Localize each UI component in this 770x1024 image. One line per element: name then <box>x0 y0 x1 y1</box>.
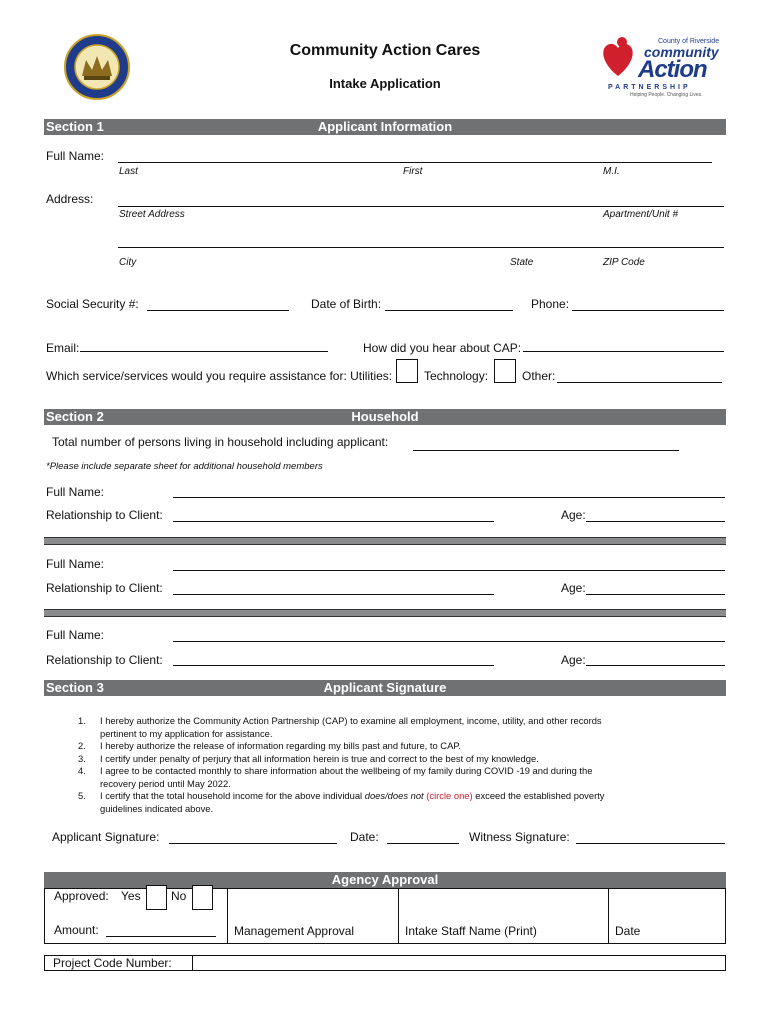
member3-rel-label: Relationship to Client: <box>46 653 163 667</box>
item-number: 4. <box>78 765 86 776</box>
street-field[interactable] <box>118 206 724 207</box>
member1-rel-label: Relationship to Client: <box>46 508 163 522</box>
approved-label: Approved: <box>54 889 109 903</box>
section2-header <box>44 409 726 425</box>
apt-caption: Apartment/Unit # <box>603 209 679 220</box>
full-name-field[interactable] <box>118 162 712 163</box>
member1-rel-field[interactable] <box>173 521 494 522</box>
item-line: guidelines indicated above. <box>100 802 214 814</box>
phone-field[interactable] <box>572 310 724 311</box>
date-field[interactable] <box>387 843 459 844</box>
item5-emphasis: does/does not <box>364 790 424 801</box>
item-line: I agree to be contacted monthly to share information about the wellbeing of my family during COVID -19 and during the <box>100 765 593 776</box>
last-caption: Last <box>119 166 138 177</box>
logo-line5: Helping People. Changing Lives. <box>630 92 703 98</box>
item5-pre: I certify that the total household income for the above individual <box>100 790 365 801</box>
member2-rel-label: Relationship to Client: <box>46 581 163 595</box>
logo-line1: County of Riverside <box>658 38 720 45</box>
first-caption: First <box>403 166 423 177</box>
item-number: 5. <box>78 790 86 801</box>
item5-circle-one: (circle one) <box>426 790 473 801</box>
page-title: Community Action Cares <box>289 42 481 59</box>
item-line: recovery period until May 2022. <box>100 777 231 789</box>
dob-label: Date of Birth: <box>311 297 382 311</box>
member1-age-label: Age: <box>561 508 586 522</box>
phone-label: Phone: <box>531 297 570 311</box>
hear-field[interactable] <box>523 351 724 352</box>
item-number: 3. <box>78 752 86 764</box>
member3-age-label: Age: <box>561 653 586 667</box>
section3-header <box>44 680 726 696</box>
list-item <box>60 790 660 815</box>
member2-name-label: Full Name: <box>46 557 105 571</box>
section3-label: Section 3 <box>46 680 104 695</box>
technology-label: Technology: <box>424 369 489 383</box>
section3-title: Applicant Signature <box>323 680 447 695</box>
member3-age-field[interactable] <box>586 665 725 666</box>
section1-header <box>44 119 726 135</box>
household-total-field[interactable] <box>413 450 679 451</box>
ssn-label: Social Security #: <box>46 297 139 311</box>
project-code-field[interactable] <box>192 955 726 971</box>
item-line: I certify under penalty of perjury that all information herein is true and correct to the best of my knowledge. <box>100 752 539 764</box>
witness-signature-field[interactable] <box>576 843 725 844</box>
item-number: 1. <box>78 715 86 726</box>
section1-title: Applicant Information <box>317 119 453 134</box>
address-label: Address: <box>46 192 94 206</box>
yes-checkbox[interactable] <box>146 885 167 910</box>
dob-field[interactable] <box>385 310 513 311</box>
member1-name-field[interactable] <box>173 497 725 498</box>
member2-age-field[interactable] <box>586 594 725 595</box>
section1-label: Section 1 <box>46 119 104 134</box>
applicant-signature-field[interactable] <box>169 843 337 844</box>
logo-line2: community <box>644 44 719 60</box>
intake-staff-label: Intake Staff Name (Print) <box>405 924 537 938</box>
member1-age-field[interactable] <box>586 521 725 522</box>
street-caption: Street Address <box>119 209 185 220</box>
witness-signature-label: Witness Signature: <box>469 830 570 844</box>
member2-rel-field[interactable] <box>173 594 494 595</box>
list-item <box>60 715 660 740</box>
member-divider <box>44 537 726 545</box>
item-line: pertinent to my application for assistance. <box>100 727 273 739</box>
agency-date-label: Date <box>615 924 641 938</box>
mi-caption: M.I. <box>603 166 620 177</box>
other-label: Other: <box>522 369 556 383</box>
member3-name-label: Full Name: <box>46 628 105 642</box>
other-field[interactable] <box>557 382 722 383</box>
email-label: Email: <box>46 341 80 355</box>
item-line <box>100 790 660 803</box>
date-label: Date: <box>350 830 379 844</box>
hear-label: How did you hear about CAP: <box>363 341 522 355</box>
item-line: I hereby authorize the Community Action Partnership (CAP) to examine all employment, income, utility, and other records <box>100 715 602 726</box>
technology-checkbox[interactable] <box>494 359 516 383</box>
full-name-label: Full Name: <box>46 149 105 163</box>
list-item <box>60 740 660 753</box>
member3-name-field[interactable] <box>173 641 725 642</box>
household-note: *Please include separate sheet for additional household members <box>46 461 323 472</box>
state-caption: State <box>510 257 534 268</box>
section2-label: Section 2 <box>46 409 104 424</box>
agency-title: Agency Approval <box>331 872 439 887</box>
list-item <box>60 765 660 790</box>
page-subtitle: Intake Application <box>329 76 441 91</box>
list-item <box>60 753 660 766</box>
no-checkbox[interactable] <box>192 885 213 910</box>
city-field[interactable] <box>118 247 724 248</box>
member1-name-label: Full Name: <box>46 485 105 499</box>
member-divider <box>44 609 726 617</box>
email-field[interactable] <box>80 351 328 352</box>
yes-label: Yes <box>121 889 141 903</box>
logo-line4: PARTNERSHIP <box>608 84 691 91</box>
section2-title: Household <box>351 409 419 424</box>
services-label: Which service/services would you require assistance for: Utilities: <box>46 369 393 383</box>
amount-label: Amount: <box>54 923 99 937</box>
household-total-label: Total number of persons living in household including applicant: <box>52 435 389 449</box>
applicant-signature-label: Applicant Signature: <box>52 830 160 844</box>
management-approval-label: Management Approval <box>234 924 355 938</box>
item-line: I hereby authorize the release of information regarding my bills past and future, to CAP. <box>100 740 461 751</box>
project-code-label: Project Code Number: <box>53 956 172 970</box>
zip-caption: ZIP Code <box>603 257 645 268</box>
no-label: No <box>171 889 187 903</box>
utilities-checkbox[interactable] <box>396 359 418 383</box>
amount-field[interactable] <box>106 936 216 937</box>
member2-age-label: Age: <box>561 581 586 595</box>
item5-post: exceed the established poverty <box>472 790 605 801</box>
city-caption: City <box>119 257 137 268</box>
ssn-field[interactable] <box>147 310 289 311</box>
authorization-list <box>60 715 660 815</box>
member3-rel-field[interactable] <box>173 665 494 666</box>
heart-hand-icon <box>598 36 638 80</box>
item-number: 2. <box>78 740 86 751</box>
member2-name-field[interactable] <box>173 570 725 571</box>
cap-logo <box>598 34 728 98</box>
logo-line3: Action <box>638 56 707 83</box>
